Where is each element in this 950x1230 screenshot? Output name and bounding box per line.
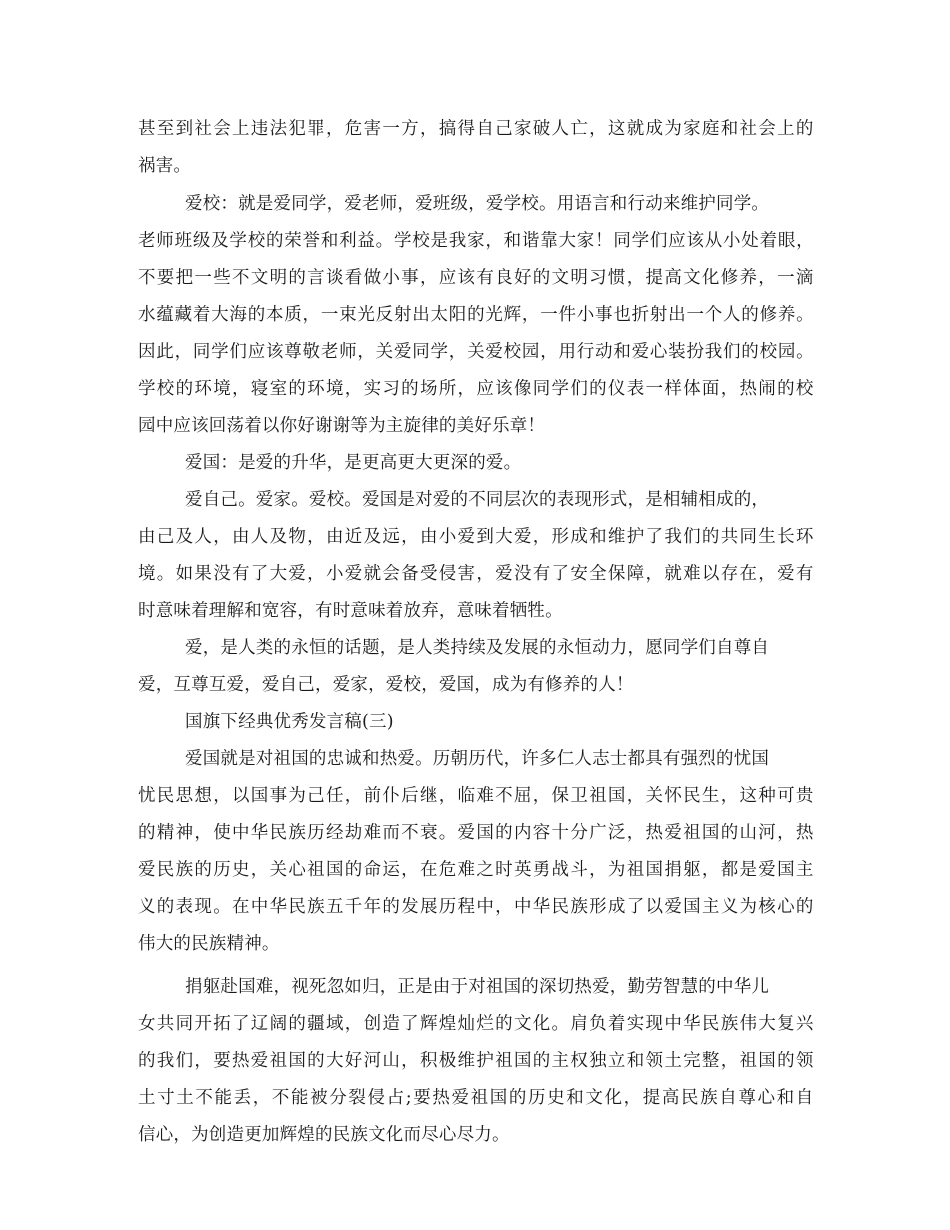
text-line: 因 此 ， 同 学 们 应 该 尊 敬 老 师 ， 关 爱 同 学 ， 关 爱 校 园 ， 用 行 动 和 爱 心 装 扮 我 们 的 校 园 。 xyxy=(138,342,814,362)
section-heading: 国旗下经典优秀发言稿(三) xyxy=(185,712,394,732)
text-line: 的 精 神 ， 使 中 华 民 族 历 经 劫 难 而 不 衰 。 爱 国 的 内 容 十 分 广 泛 ， 热 爱 祖 国 的 山 河 ， 热 xyxy=(138,823,814,843)
text-line: 土 寸 土 不 能 丢 ， 不 能 被 分 裂 侵 占 ; 要 热 爱 祖 国 的 历 史 和 文 化 ， 提 高 民 族 自 尊 心 和 自 xyxy=(138,1088,814,1108)
text-line: 爱国就是对祖国的忠诚和热爱。历朝历代，许多仁人志士都具有强烈的忧国 xyxy=(185,749,770,769)
text-line: 水 蕴 藏 着 大 海 的 本 质 ， 一 束 光 反 射 出 太 阳 的 光 辉 ， 一 件 小 事 也 折 射 出 一 个 人 的 修 养 。 xyxy=(138,305,814,325)
text-line: 境 。 如 果 没 有 了 大 爱 ， 小 爱 就 会 备 受 侵 害 ， 爱 没 有 了 安 全 保 障 ， 就 难 以 存 在 ， 爱 有 xyxy=(138,564,814,584)
text-line: 忧 民 思 想 ， 以 国 事 为 己 任 ， 前 仆 后 继 ， 临 难 不 屈 ， 保 卫 祖 国 ， 关 怀 民 生 ， 这 种 可 贵 xyxy=(138,786,814,806)
text-line: 爱自己。爱家。爱校。爱国是对爱的不同层次的表现形式，是相辅相成的， xyxy=(185,490,770,510)
text-line: 由 己 及 人 ， 由 人 及 物 ， 由 近 及 远 ， 由 小 爱 到 大 爱 ， 形 成 和 维 护 了 我 们 的 共 同 生 长 环 xyxy=(138,527,814,547)
text-line: 爱 民 族 的 历 史 ， 关 心 祖 国 的 命 运 ， 在 危 难 之 时 英 勇 战 斗 ， 为 祖 国 捐 躯 ， 都 是 爱 国 主 xyxy=(138,860,814,880)
document-page xyxy=(138,0,814,1230)
text-line: 甚 至 到 社 会 上 违 法 犯 罪 ， 危 害 一 方 ， 搞 得 自 己 家 破 人 亡 ， 这 就 成 为 家 庭 和 社 会 上 的 xyxy=(138,119,814,139)
text-line: 爱校：就是爱同学，爱老师，爱班级，爱学校。用语言和行动来维护同学。 xyxy=(185,194,770,214)
text-line: 女 共 同 开 拓 了 辽 阔 的 疆 域 ， 创 造 了 辉 煌 灿 烂 的 文 化 。 肩 负 着 实 现 中 华 民 族 伟 大 复 兴 xyxy=(138,1014,814,1034)
text-line: 祸害。 xyxy=(138,156,192,176)
text-line: 爱国：是爱的升华，是更高更大更深的爱。 xyxy=(185,453,522,473)
text-line: 老 师 班 级 及 学 校 的 荣 誉 和 利 益 。 学 校 是 我 家 ， 和 谐 靠 大 家 ！ 同 学 们 应 该 从 小 处 着 眼 ， xyxy=(138,231,814,251)
text-line: 爱，互尊互爱，爱自己，爱家，爱校，爱国，成为有修养的人！ xyxy=(138,675,634,695)
text-line: 的 我 们 ， 要 热 爱 祖 国 的 大 好 河 山 ， 积 极 维 护 祖 国 的 主 权 独 立 和 领 土 完 整 ， 祖 国 的 领 xyxy=(138,1051,814,1071)
text-line: 捐躯赴国难，视死忽如归，正是由于对祖国的深切热爱，勤劳智慧的中华儿 xyxy=(185,977,770,997)
text-line: 学 校 的 环 境 ， 寝 室 的 环 境 ， 实 习 的 场 所 ， 应 该 像 同 学 们 的 仪 表 一 样 体 面 ， 热 闹 的 校 xyxy=(138,379,814,399)
text-line: 信心，为创造更加辉煌的民族文化而尽心尽力。 xyxy=(138,1125,510,1145)
text-line: 爱，是人类的永恒的话题，是人类持续及发展的永恒动力，愿同学们自尊自 xyxy=(185,638,770,658)
text-line: 园中应该回荡着以你好谢谢等为主旋律的美好乐章！ xyxy=(138,416,546,436)
text-line: 义 的 表 现 。 在 中 华 民 族 五 千 年 的 发 展 历 程 中 ， 中 华 民 族 形 成 了 以 爱 国 主 义 为 核 心 的 xyxy=(138,897,814,917)
text-line: 不 要 把 一 些 不 文 明 的 言 谈 看 做 小 事 ， 应 该 有 良 好 的 文 明 习 惯 ， 提 高 文 化 修 养 ， 一 滴 xyxy=(138,268,814,288)
text-line: 伟大的民族精神。 xyxy=(138,934,280,954)
text-line: 时意味着理解和宽容，有时意味着放弃，意味着牺牲。 xyxy=(138,601,563,621)
